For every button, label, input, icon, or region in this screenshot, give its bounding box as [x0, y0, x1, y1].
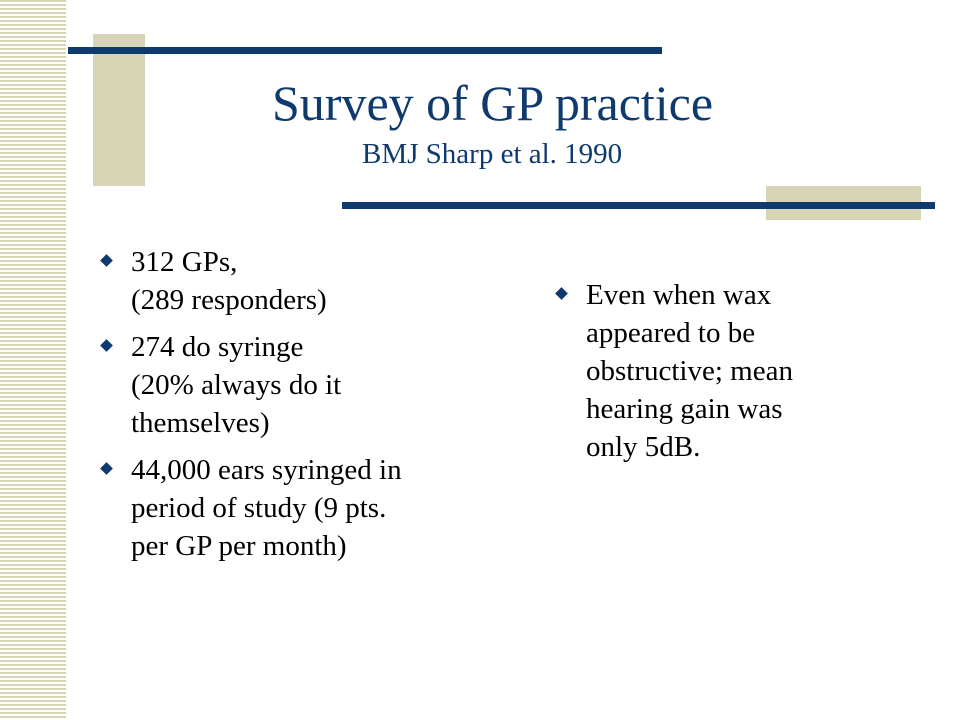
bullet-line: obstructive; mean — [586, 355, 793, 387]
diamond-bullet-icon — [100, 254, 113, 267]
diamond-bullet-icon — [100, 339, 113, 352]
bullet-line: only 5dB. — [586, 431, 701, 463]
slide-title: Survey of GP practice — [272, 75, 714, 131]
bullet-line: appeared to be — [586, 317, 756, 349]
bullet-line: Even when wax — [586, 279, 772, 311]
navy-rule-bottom — [342, 202, 935, 209]
bullet-line: themselves) — [131, 407, 270, 439]
bullet-line: (289 responders) — [131, 284, 327, 316]
diamond-bullet-icon — [555, 287, 568, 300]
tan-accent-block-top — [93, 34, 145, 186]
bullet-line: 274 do syringe — [131, 331, 304, 363]
bullet-item — [100, 451, 500, 565]
bullet-line: 312 GPs, — [131, 246, 238, 278]
bullet-line: period of study (9 pts. — [131, 492, 387, 524]
right-bullet-list — [555, 276, 875, 475]
navy-rule-top — [68, 47, 662, 54]
bullet-line: hearing gain was — [586, 393, 783, 425]
diamond-bullet-icon — [100, 462, 113, 475]
bullet-line: (20% always do it — [131, 369, 342, 401]
bullet-line: 44,000 ears syringed in — [131, 454, 402, 486]
left-bullet-list — [100, 243, 500, 574]
striped-margin-decoration — [0, 0, 68, 720]
bullet-item — [555, 276, 875, 466]
bullet-item — [100, 243, 500, 319]
slide-subtitle: BMJ Sharp et al. 1990 — [362, 138, 623, 170]
bullet-item — [100, 328, 500, 442]
bullet-line: per GP per month) — [131, 530, 347, 562]
